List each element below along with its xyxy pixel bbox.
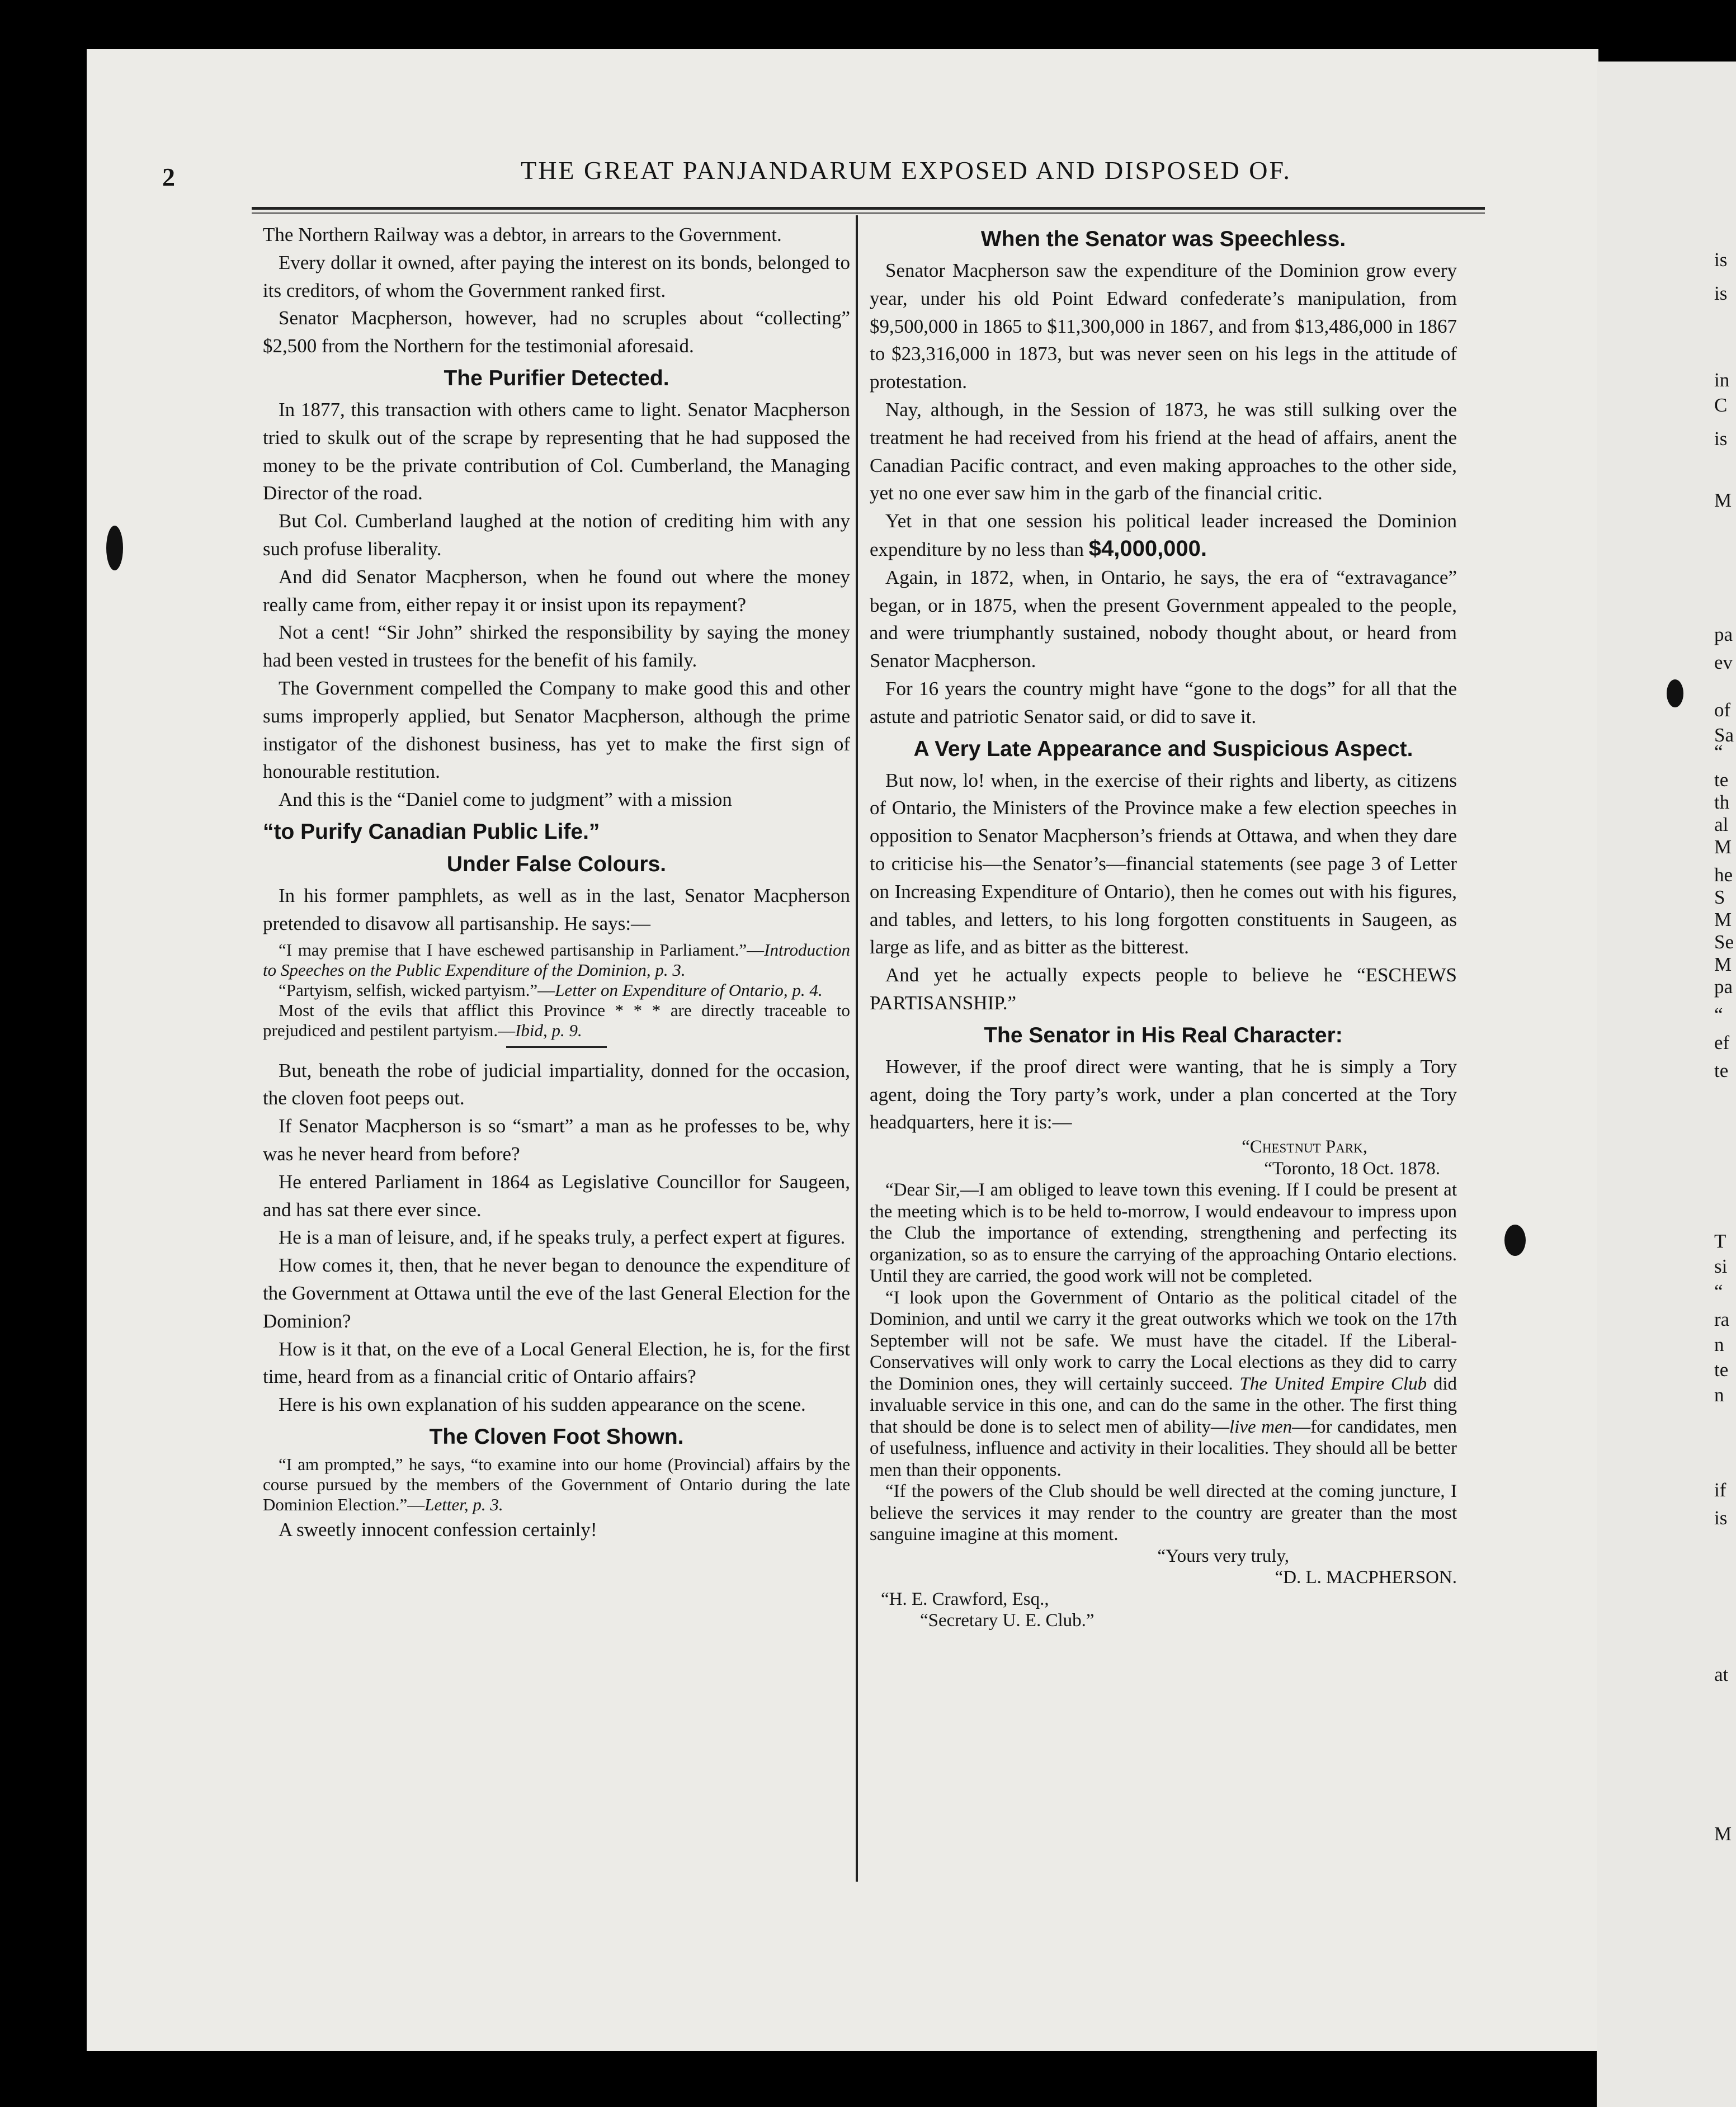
edge-fragment: si: [1714, 1255, 1728, 1277]
edge-fragment: n: [1714, 1334, 1724, 1355]
expenditure-figure: $4,000,000.: [1088, 536, 1207, 561]
paragraph: He is a man of leisure, and, if he speaks truly, a perfect expert at figures.: [279, 1226, 846, 1249]
edge-fragment: M: [1714, 836, 1732, 858]
letter-paragraph: “If the powers of the Club should be well directed at the coming juncture, I believe the services it may render to the country are greater than the most sanguine imagine at this moment.: [870, 1481, 1457, 1545]
paragraph: How is it that, on the eve of a Local General Election, he is, for the first time, heard from as a financial critic of Ontario affairs?: [263, 1338, 850, 1388]
edge-fragment: Sa: [1714, 724, 1734, 746]
letter-recipient-title: “Secretary U. E. Club.”: [920, 1610, 1095, 1631]
edge-fragment: in: [1714, 369, 1730, 391]
section-heading: The Senator in His Real Character:: [984, 1023, 1343, 1047]
header-rule-thin: [252, 212, 1485, 214]
paragraph: But, beneath the robe of judicial impartiality, donned for the occasion, the cloven foot peeps out.: [263, 1059, 850, 1109]
paragraph: And this is the “Daniel come to judgment” with a mission: [279, 788, 732, 811]
quotation-block: [263, 940, 850, 1041]
edge-fragment: M: [1714, 953, 1732, 975]
paragraph: The Government compelled the Company to make good this and other sums improperly applied, but Senator Macpherson, although the prime instigator of the dishonest business, has yet to make the first sign of honourable restitution.: [263, 677, 850, 783]
section-heading: The Purifier Detected.: [444, 366, 669, 390]
section-heading: A Very Late Appearance and Suspicious Aspect.: [913, 736, 1413, 761]
paragraph: Yet in that one session his political leader increased the Dominion expenditure by no less than $4,000,000.: [870, 510, 1457, 561]
edge-fragment: he: [1714, 864, 1733, 886]
edge-fragment: is: [1714, 428, 1728, 450]
paragraph: Every dollar it owned, after paying the interest on its bonds, belonged to its creditors, of whom the Government ranked first.: [263, 251, 850, 301]
section-heading: When the Senator was Speechless.: [980, 227, 1346, 251]
right-column: [870, 221, 1457, 1632]
edge-fragment: te: [1714, 1060, 1729, 1081]
paragraph: Senator Macpherson, however, had no scruples about “collecting” $2,500 from the Northern for the testimonial aforesaid.: [263, 307, 850, 357]
citation: Letter on Expenditure of Ontario, p. 4.: [555, 980, 823, 1000]
edge-fragment: is: [1714, 1507, 1728, 1529]
paragraph: Nay, although, in the Session of 1873, he was still sulking over the treatment he had received from his friend at the head of affairs, anent the Canadian Pacific contract, and even making approaches to the other side, yet no one ever saw him in the garb of the financial critic.: [870, 398, 1457, 504]
edge-fragment: M: [1714, 489, 1732, 511]
citation: Introduction to Speeches on the Public Expenditure of the Dominion, p. 3.: [263, 939, 850, 980]
header-rule: [252, 207, 1485, 210]
edge-fragment: if: [1714, 1479, 1726, 1501]
letter-signature: “D. L. MACPHERSON.: [1275, 1567, 1457, 1588]
letter-date: “Toronto, 18 Oct. 1878.: [1264, 1158, 1440, 1179]
edge-fragment: “: [1714, 741, 1723, 763]
quotation: “I may premise that I have eschewed partisanship in Parliament.”—Introduction to Speeches on the Public Expenditure of the Dominion, p. 3.: [263, 939, 850, 980]
paragraph: In his former pamphlets, as well as in the last, Senator Macpherson pretended to disavow all partisanship. He says:—: [263, 884, 850, 934]
paragraph: In 1877, this transaction with others came to light. Senator Macpherson tried to skulk out of the scrape by representing that he had supposed the money to be the private contribution of Col. Cumberland, the Managing Director of the road.: [263, 398, 850, 504]
paragraph: He entered Parliament in 1864 as Legislative Councillor for Saugeen, and has sat there ever since.: [263, 1170, 850, 1221]
section-heading: Under False Colours.: [446, 852, 667, 876]
edge-fragment: Se: [1714, 931, 1734, 953]
paragraph: A sweetly innocent confession certainly!: [279, 1518, 597, 1541]
citation: Letter, p. 3.: [424, 1494, 503, 1514]
paragraph: Here is his own explanation of his sudden appearance on the scene.: [279, 1393, 806, 1416]
edge-fragment: C: [1714, 394, 1728, 416]
edge-fragment: S: [1714, 886, 1725, 908]
letter-paragraph: “Dear Sir,—I am obliged to leave town this evening. If I could be present at the meeting which is to be held to-morrow, I would endeavour to impress upon the Club the importance of extending, strengthening and perfecting its organization, so as to ensure the carrying of the approaching Ontario elections. Until they are carried, the good work will not be completed.: [870, 1180, 1457, 1287]
mission-heading: “to Purify Canadian Public Life.”: [263, 819, 600, 844]
edge-fragment: pa: [1714, 623, 1733, 645]
paragraph: And did Senator Macpherson, when he found out where the money really came from, either repay it or insist upon its repayment?: [263, 565, 850, 616]
quotation: “I am prompted,” he says, “to examine into our home (Provincial) affairs by the course pursued by the members of the Government of Ontario during the late Dominion Election.”—Letter, p. 3.: [263, 1454, 850, 1514]
edge-fragment: te: [1714, 769, 1729, 791]
paragraph: Not a cent! “Sir John” shirked the responsibility by saying the money had been vested in trustees for the benefit of his family.: [263, 621, 850, 672]
paragraph: And yet he actually expects people to believe he “ESCHEWS PARTISANSHIP.”: [870, 964, 1457, 1014]
ink-blot: [106, 526, 123, 570]
edge-fragment: te: [1714, 1359, 1729, 1381]
quotation: Most of the evils that afflict this Province * * * are directly traceable to prejudiced and pestilent partyism.—Ibid, p. 9.: [263, 1000, 850, 1040]
edge-fragment: th: [1714, 791, 1730, 813]
paragraph: Senator Macpherson saw the expenditure of the Dominion grow every year, under his old Point Edward confederate’s manipulation, from $9,500,000 in 1865 to $11,300,000 in 1867, and from $13,486,000 in 1867 to $23,316,000 in 1873, but was never seen on his legs in the attitude of protestation.: [870, 259, 1457, 393]
paragraph: If Senator Macpherson is so “smart” a man as he professes to be, why was he never heard from before?: [263, 1115, 850, 1165]
edge-fragment: T: [1714, 1230, 1726, 1252]
left-column: [263, 221, 850, 1544]
letter-paragraph: “I look upon the Government of Ontario as the political citadel of the Dominion, and until we carry it the great outworks which we took on the 17th September will not be safe. We must have the citadel. If the Liberal-Conservatives will only work to carry the Local elections as they did to carry the Dominion ones, they will certainly succeed. The United Empire Club did invaluable service in this one, and can do the same in the other. The first thing that should be done is to select men of ability—live men—for candidates, men of usefulness, influence and activity in their localities. They should all be better men than their opponents.: [870, 1287, 1457, 1480]
edge-fragment: of: [1714, 699, 1731, 721]
paragraph: Again, in 1872, when, in Ontario, he says, the era of “extravagance” began, or in 1875, when the present Government appealed to the people, and were triumphantly sustained, nobody thought about, or heard from Senator Macpherson.: [870, 566, 1457, 672]
citation: Ibid, p. 9.: [515, 1020, 582, 1040]
section-heading: The Cloven Foot Shown.: [429, 1424, 684, 1449]
edge-fragment: ev: [1714, 651, 1733, 673]
column-divider: [856, 215, 858, 1882]
edge-fragment: ra: [1714, 1308, 1730, 1330]
paragraph: But now, lo! when, in the exercise of their rights and liberty, as citizens of Ontario, the Ministers of the Province make a few election speeches in opposition to Senator Macpherson’s friends at Ottawa, and when they dare to criticise his—the Senator’s—financial statements (see page 3 of Letter on Increasing Expenditure of Ontario), then he comes out with his figures, and tables, and letters, to his long forgotten constituents in Saugeen, as large as life, and as bitter as the bitterest.: [870, 769, 1457, 958]
letter-recipient: “H. E. Crawford, Esq.,: [881, 1589, 1049, 1609]
letter-address: “Chestnut Park,: [1242, 1137, 1367, 1158]
letter-block: [870, 1136, 1457, 1632]
letter-closing: “Yours very truly,: [1157, 1546, 1289, 1566]
edge-fragment: is: [1714, 282, 1728, 304]
paragraph: But Col. Cumberland laughed at the notion of crediting him with any such profuse liberality.: [263, 510, 850, 560]
edge-fragment: “: [1714, 1281, 1723, 1302]
edge-fragment: M: [1714, 1823, 1732, 1845]
paragraph: For 16 years the country might have “gone to the dogs” for all that the astute and patriotic Senator said, or did to save it.: [870, 677, 1457, 727]
edge-fragment: ef: [1714, 1032, 1730, 1054]
edge-fragment: is: [1714, 249, 1728, 271]
paragraph: How comes it, then, that he never began to denounce the expenditure of the Government at Ottawa until the eve of the last General Election for the Dominion?: [263, 1254, 850, 1332]
paragraph: The Northern Railway was a debtor, in arrears to the Government.: [263, 224, 782, 245]
ink-blot: [1504, 1225, 1526, 1256]
quotation: “Partyism, selfish, wicked partyism.”—Letter on Expenditure of Ontario, p. 4.: [279, 980, 823, 1000]
edge-fragment: pa: [1714, 976, 1733, 998]
edge-fragment: n: [1714, 1384, 1724, 1406]
page-number: 2: [162, 163, 175, 191]
edge-fragment: al: [1714, 814, 1729, 835]
quotation-block: [263, 1454, 850, 1515]
edge-fragment: “: [1714, 1004, 1723, 1026]
edge-fragment: at: [1714, 1664, 1729, 1685]
ink-blot: [1667, 679, 1683, 707]
edge-fragment: M: [1714, 909, 1732, 930]
paragraph: However, if the proof direct were wanting, that he is simply a Tory agent, doing the Tory party’s work, under a plan concerted at the Tory headquarters, here it is:—: [870, 1055, 1457, 1133]
divider: [506, 1046, 607, 1048]
running-title: THE GREAT PANJANDARUM EXPOSED AND DISPOSED OF.: [521, 156, 1291, 185]
